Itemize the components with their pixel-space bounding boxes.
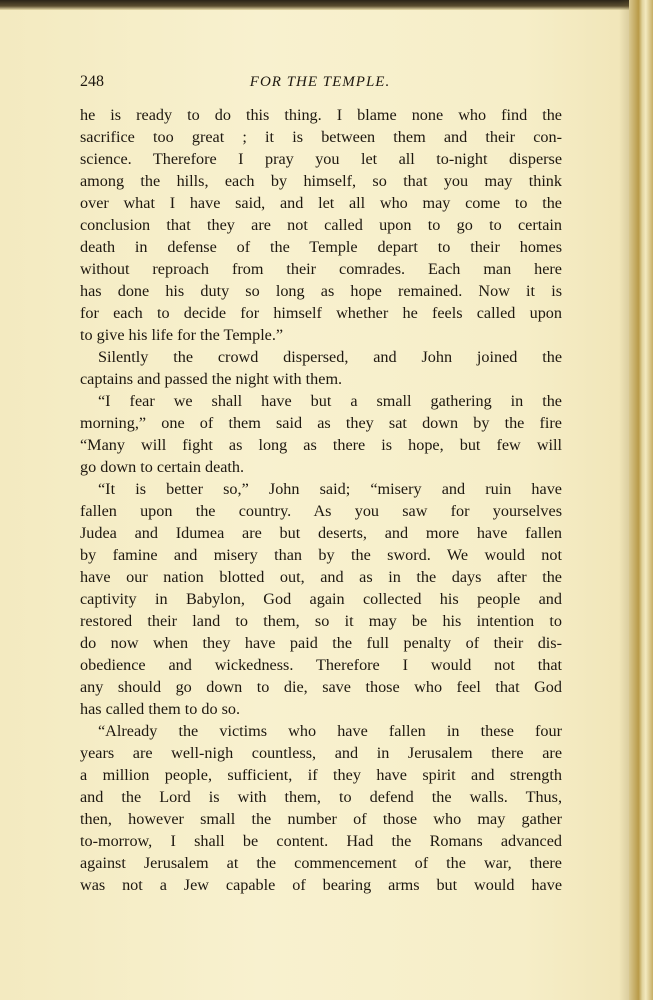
text-line: morning,” one of them said as they sat down by the fire [80,414,562,432]
text-line: then, however small the number of those who may gather [80,810,562,828]
text-line: without reproach from their comrades. Each man here [80,260,562,278]
text-line: captains and passed the night with them. [80,370,343,388]
text-line: “It is better so,” John said; “misery and ruin have [98,480,562,498]
page-header [80,72,560,94]
text-line: years are well-nigh countless, and in Jerusalem there are [80,744,562,762]
page-top-edge [0,0,653,10]
text-line: has done his duty so long as hope remained. Now it is [80,282,562,300]
text-line: “I fear we shall have but a small gathering in the [98,392,562,410]
text-line: to-morrow, I shall be content. Had the Romans advanced [80,832,562,850]
text-line: fallen upon the country. As you saw for yourselves [80,502,562,520]
text-line: against Jerusalem at the commencement of the war, there [80,854,562,872]
text-line: sacrifice too great ; it is between them and their con- [80,128,562,146]
text-line: and the Lord is with them, to defend the walls. Thus, [80,788,562,806]
text-line: captivity in Babylon, God again collected his people and [80,590,562,608]
text-line: “Many will fight as long as there is hope, but few will [80,436,562,454]
text-line: was not a Jew capable of bearing arms but would have [80,876,562,894]
text-line: “Already the victims who have fallen in these four [98,722,562,740]
text-line: go down to certain death. [80,458,245,476]
text-line: among the hills, each by himself, so that you may think [80,172,562,190]
page-number: 248 [80,73,104,90]
text-line: do now when they have paid the full penalty of their dis- [80,634,562,652]
text-line: conclusion that they are not called upon to go to certain [80,216,562,234]
text-line: Silently the crowd dispersed, and John joined the [98,348,562,366]
text-line: Judea and Idumea are but deserts, and more have fallen [80,524,562,542]
page-body-text [80,104,562,896]
text-line: has called them to do so. [80,700,241,718]
text-line: restored their land to them, so it may be his intention to [80,612,562,630]
text-line: to give his life for the Temple.” [80,326,284,344]
text-line: obedience and wickedness. Therefore I would not that [80,656,562,674]
book-spine-edge [629,0,653,1000]
text-line: for each to decide for himself whether he feels called upon [80,304,562,322]
text-line: any should go down to die, save those who feel that God [80,678,562,696]
text-line: by famine and misery than by the sword. We would not [80,546,562,564]
text-line: he is ready to do this thing. I blame none who find the [80,106,562,124]
gutter-shadow [619,0,629,1000]
text-line: have our nation blotted out, and as in the days after the [80,568,562,586]
running-title: FOR THE TEMPLE. [249,74,391,90]
text-line: a million people, sufficient, if they have spirit and strength [80,766,562,784]
text-line: science. Therefore I pray you let all to-night disperse [80,150,562,168]
text-line: death in defense of the Temple depart to their homes [80,238,562,256]
text-line: over what I have said, and let all who may come to the [80,194,562,212]
